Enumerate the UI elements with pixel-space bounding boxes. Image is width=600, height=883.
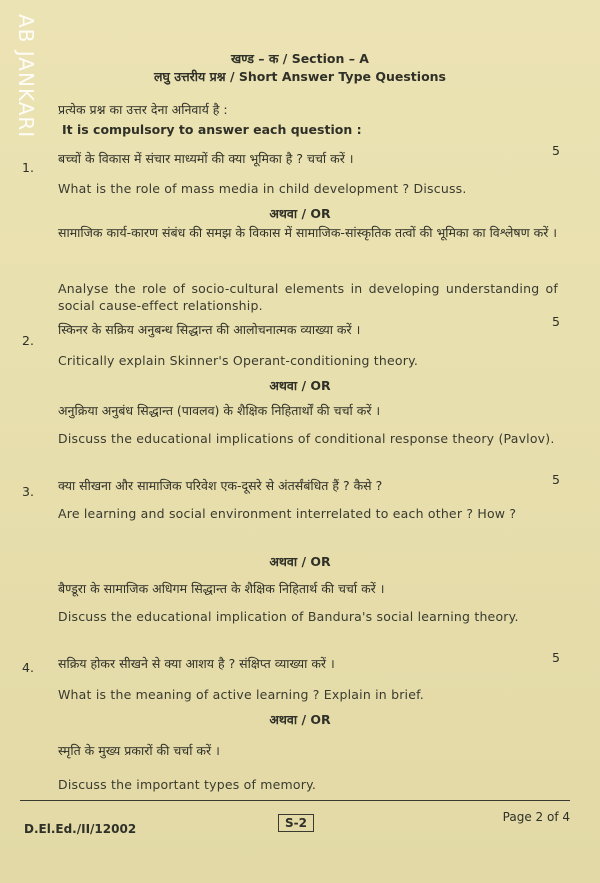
instruction-hindi: प्रत्येक प्रश्न का उत्तर देना अनिवार्य है : bbox=[58, 102, 228, 117]
or-separator: अथवा / OR bbox=[269, 206, 331, 221]
question-number: 2. bbox=[22, 333, 34, 348]
question-hindi: स्किनर के सक्रिय अनुबन्ध सिद्धान्त की आलोचनात्मक व्याख्या करें । bbox=[58, 322, 361, 337]
alt-question-english: Discuss the educational implications of conditional response theory (Pavlov). bbox=[58, 431, 555, 446]
question-number: 3. bbox=[22, 484, 34, 499]
alt-question-hindi: सामाजिक कार्य-कारण संबंध की समझ के विकास में सामाजिक-सांस्कृतिक तत्वों की भूमिका का विश्लेषण करें । bbox=[58, 225, 558, 240]
question-marks: 5 bbox=[552, 143, 560, 158]
question-hindi: सक्रिय होकर सीखने से क्या आशय है ? संक्षिप्त व्याख्या करें । bbox=[58, 656, 335, 671]
question-english: What is the meaning of active learning ? Explain in brief. bbox=[58, 687, 424, 702]
alt-question-hindi: स्मृति के मुख्य प्रकारों की चर्चा करें । bbox=[58, 743, 220, 758]
instruction-english: It is compulsory to answer each question : bbox=[62, 122, 362, 137]
or-separator: अथवा / OR bbox=[269, 378, 331, 393]
set-badge: S-2 bbox=[278, 814, 314, 832]
alt-question-hindi: बैण्डूरा के सामाजिक अधिगम सिद्धान्त के शैक्षिक निहितार्थ की चर्चा करें । bbox=[58, 581, 385, 596]
question-marks: 5 bbox=[552, 314, 560, 329]
question-english: Critically explain Skinner's Operant-conditioning theory. bbox=[58, 353, 419, 368]
question-number: 1. bbox=[22, 160, 34, 175]
alt-question-english: Analyse the role of socio-cultural elements in developing understanding of social cause-effect relationship. bbox=[58, 281, 558, 313]
or-separator: अथवा / OR bbox=[269, 712, 331, 727]
watermark-text: AB JANKARI bbox=[14, 14, 38, 139]
page-number: Page 2 of 4 bbox=[502, 810, 570, 824]
question-hindi: बच्चों के विकास में संचार माध्यमों की क्या भूमिका है ? चर्चा करें । bbox=[58, 151, 354, 166]
alt-question-hindi: अनुक्रिया अनुबंध सिद्धान्त (पावलव) के शैक्षिक निहितार्थों की चर्चा करें । bbox=[58, 403, 381, 418]
question-marks: 5 bbox=[552, 472, 560, 487]
alt-question-english: Discuss the educational implication of Bandura's social learning theory. bbox=[58, 609, 519, 624]
question-hindi: क्या सीखना और सामाजिक परिवेश एक-दूसरे से अंतर्संबंधित हैं ? कैसे ? bbox=[58, 478, 383, 493]
section-subtitle: लघु उत्तरीय प्रश्न / Short Answer Type Questions bbox=[153, 69, 446, 84]
footer-divider bbox=[20, 800, 570, 801]
question-english: Are learning and social environment interrelated to each other ? How ? bbox=[58, 506, 517, 521]
question-english: What is the role of mass media in child development ? Discuss. bbox=[58, 181, 467, 196]
section-title: खण्ड – क / Section – A bbox=[231, 51, 369, 66]
question-number: 4. bbox=[22, 660, 34, 675]
paper-code: D.El.Ed./II/12002 bbox=[24, 822, 137, 836]
alt-question-english: Discuss the important types of memory. bbox=[58, 777, 317, 792]
or-separator: अथवा / OR bbox=[269, 554, 331, 569]
question-marks: 5 bbox=[552, 650, 560, 665]
